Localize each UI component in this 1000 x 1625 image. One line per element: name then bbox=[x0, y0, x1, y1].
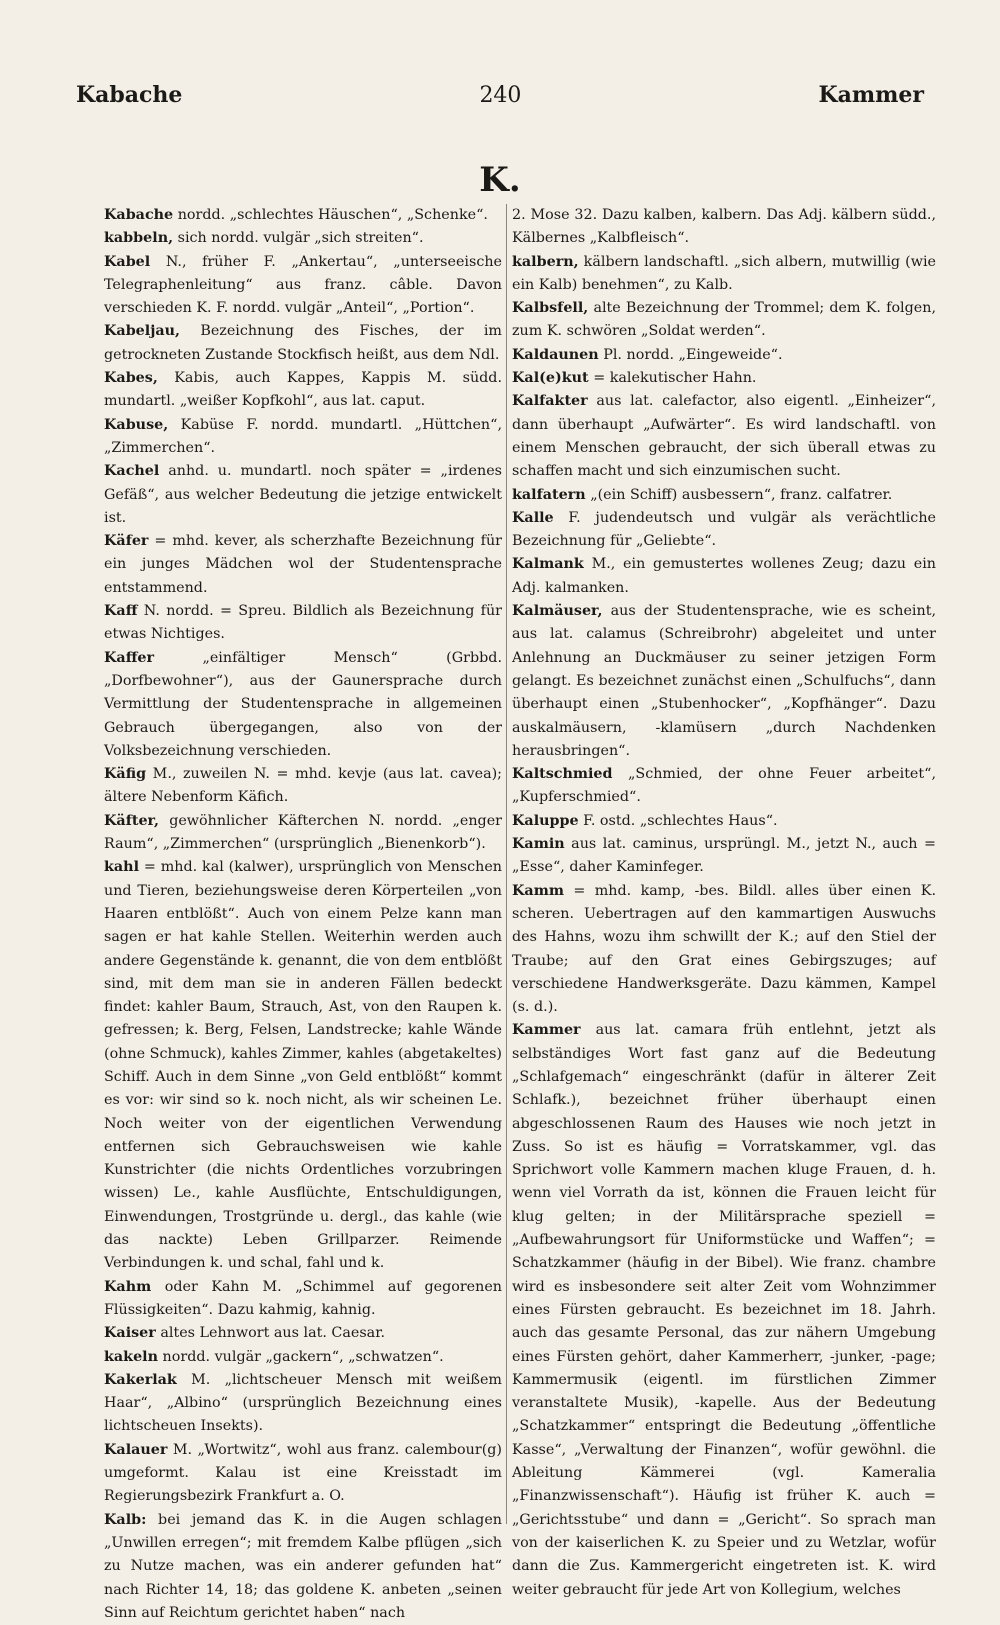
entry-headword: Kaltschmied bbox=[512, 766, 613, 783]
entry-headword: Kalle bbox=[512, 509, 554, 526]
dictionary-entry bbox=[104, 763, 502, 810]
entry-headword: kakeln bbox=[104, 1348, 158, 1365]
entry-definition: N., früher F. „Ankertau“, „unterseeische Telegraphenleitung“ aus franz. câble. Davon verschieden K. F. nordd. vulgär „Anteil“, „Portion“. bbox=[104, 253, 502, 317]
header-left-word: Kabache bbox=[76, 82, 183, 108]
entry-headword: kabbeln, bbox=[104, 230, 174, 247]
dictionary-entry bbox=[512, 810, 936, 833]
entry-headword: kahl bbox=[104, 859, 139, 876]
right-column bbox=[512, 204, 936, 1602]
dictionary-entry bbox=[512, 204, 936, 251]
entry-definition: M., zuweilen N. = mhd. kevje (aus lat. cavea); ältere Nebenform Käfich. bbox=[104, 766, 502, 806]
entry-definition: Bezeichnung des Fisches, der im getrockneten Zustande Stockfisch heißt, aus dem Ndl. bbox=[104, 323, 502, 363]
dictionary-entry bbox=[512, 484, 936, 507]
columns bbox=[0, 204, 1000, 1621]
dictionary-entry bbox=[104, 367, 502, 414]
dictionary-entry bbox=[512, 763, 936, 810]
entry-definition: M., ein gemustertes wollenes Zeug; dazu ein Adj. kalmanken. bbox=[512, 556, 936, 596]
entry-definition: F. judendeutsch und vulgär als verächtliche Bezeichnung für „Geliebte“. bbox=[512, 509, 936, 550]
left-column bbox=[104, 204, 502, 1625]
entry-definition: gewöhnlicher Käfterchen N. nordd. „enger Raum“, „Zimmerchen“ (ursprünglich „Bienenkorb“). bbox=[104, 812, 502, 853]
dictionary-entry bbox=[104, 530, 502, 600]
dictionary-entry bbox=[512, 390, 936, 483]
entry-definition: „einfältiger Mensch“ (Grbbd. „Dorfbewohner“), aus der Gaunersprache durch Vermittlung der Studentensprache in allgemeinen Gebrauch übergegangen, also von der Volksbezeichnung verschieden. bbox=[104, 649, 502, 759]
entry-headword: Kabes, bbox=[104, 370, 158, 387]
dictionary-entry bbox=[104, 414, 502, 461]
dictionary-entry bbox=[104, 251, 502, 321]
dictionary-entry bbox=[104, 1369, 502, 1439]
entry-headword: Kal(e)kut bbox=[512, 370, 589, 387]
entry-definition: aus lat. caminus, ursprüngl. M., jetzt N., auch = „Esse“, daher Kaminfeger. bbox=[512, 836, 936, 876]
entry-definition: oder Kahn M. „Schimmel auf gegorenen Flüssigkeiten“. Dazu kahmig, kahnig. bbox=[104, 1278, 502, 1318]
entry-definition: altes Lehnwort aus lat. Caesar. bbox=[155, 1325, 386, 1342]
dictionary-entry bbox=[104, 1439, 502, 1509]
dictionary-entry bbox=[104, 204, 502, 227]
entry-definition: = mhd. kever, als scherzhafte Bezeichnung für ein junges Mädchen wol der Studentensprache entstammend. bbox=[104, 533, 502, 596]
dictionary-entry bbox=[104, 1322, 502, 1345]
entry-definition: kälbern landschaftl. „sich albern, mutwillig (wie ein Kalb) benehmen“, zu Kalb. bbox=[512, 253, 936, 293]
entry-headword: Kalfakter bbox=[512, 393, 588, 410]
entry-headword: Kaffer bbox=[104, 649, 155, 666]
dictionary-entry bbox=[104, 600, 502, 647]
entry-headword: Kalb: bbox=[104, 1511, 147, 1528]
entry-headword: Kamm bbox=[512, 882, 564, 899]
entry-headword: Kamin bbox=[512, 836, 565, 853]
entry-headword: Kachel bbox=[104, 463, 160, 480]
entry-headword: Käfer bbox=[104, 533, 149, 550]
entry-headword: Kaldaunen bbox=[512, 346, 599, 363]
dictionary-entry bbox=[512, 251, 936, 298]
entry-definition: M. „lichtscheuer Mensch mit weißem Haar“, „Albino“ (ursprünglich Bezeichnung eines lichtscheuen Insekts). bbox=[104, 1371, 502, 1435]
entry-headword: Käfig bbox=[104, 766, 147, 783]
entry-definition: sich nordd. vulgär „sich streiten“. bbox=[173, 230, 424, 247]
dictionary-entry bbox=[512, 507, 936, 554]
dictionary-entry bbox=[104, 1276, 502, 1323]
dictionary-entry bbox=[512, 553, 936, 600]
entry-definition: M. „Wortwitz“, wohl aus franz. calembour(g) umgeformt. Kalau ist eine Kreisstadt im Regierungsbezirk Frankfurt a. O. bbox=[104, 1441, 502, 1505]
entry-definition: alte Bezeichnung der Trommel; dem K. folgen, zum K. schwören „Soldat werden“. bbox=[512, 300, 936, 340]
entry-definition: aus lat. calefactor, also eigentl. „Einheizer“, dann überhaupt „Aufwärter“. Es wird landschaftl. von einem Menschen gebraucht, der sich überall etwas zu schaffen macht und sich einzumischen sucht. bbox=[512, 393, 936, 480]
entry-headword: Kalmäuser, bbox=[512, 603, 603, 620]
entry-headword: Kalauer bbox=[104, 1441, 168, 1458]
entry-headword: Kabeljau, bbox=[104, 323, 181, 340]
entry-headword: kalfatern bbox=[512, 486, 586, 503]
entry-definition: = mhd. kal (kalwer), ursprünglich von Menschen und Tieren, beziehungsweise deren Körperteilen „von Haaren entblößt“. Auch von einem Pelze kann man sagen er hat kahle Stellen. Weiterhin werden auch andere Gegenstände k. genannt, die von dem entblößt sind, mit dem man sie in anderen Fällen bedeckt findet: kahler Baum, Strauch, Ast, von den Raupen k. gefressen; k. Berg, Felsen, Landstrecke; kahle Wände (ohne Schmuck), kahles Zimmer, kahles (abgetakeltes) Schiff. Auch in dem Sinne „von Geld entblößt“ kommt es vor: wir sind so k. noch nicht, als wir scheinen Le. Noch weiter von der eigentlichen Verwendung entfernen sich Gebrauchsweisen wie kahle Kunstrichter (die nichts Ordentliches vorzubringen wissen) Le., kahle Ausflüchte, Entschuldigungen, Einwendungen, Trostgründe u. dergl., das kahle (wie das nackte) Leben Grillparzer. Reimende Verbindungen k. und schal, fahl und k. bbox=[104, 859, 502, 1272]
page-number: 240 bbox=[479, 83, 522, 108]
dictionary-entry bbox=[104, 647, 502, 763]
dictionary-entry bbox=[512, 833, 936, 880]
entry-headword: Kabache bbox=[104, 207, 174, 223]
entry-definition: aus der Studentensprache, wie es scheint, aus lat. calamus (Schreibrohr) abgeleitet und unter Anlehnung an Duckmäuser zu seiner jetzigen Form gelangt. Es bezeichnet zunächst einen „Schulfuchs“, dann überhaupt einen „Stubenhocker“, „Kopfhänger“. Dazu auskalmäusern, -klamüsern „durch Nachdenken herausbringen“. bbox=[512, 603, 936, 759]
entry-definition: F. ostd. „schlechtes Haus“. bbox=[578, 812, 778, 829]
entry-definition: Pl. nordd. „Eingeweide“. bbox=[598, 346, 783, 363]
dictionary-entry bbox=[104, 460, 502, 530]
dictionary-entry bbox=[512, 880, 936, 1020]
entry-definition: bei jemand das K. in die Augen schlagen „Unwillen erregen“; mit fremdem Kalbe pflügen „sich zu Nutze machen, was ein anderer gefunden hat“ nach Richter 14, 18; das goldene K. anbeten „seinen Sinn auf Reichtum gerichtet haben“ nach bbox=[104, 1511, 502, 1621]
entry-definition: = mhd. kamp, -bes. Bildl. alles über einen K. scheren. Uebertragen auf den kammartigen Auswuchs des Hahns, wozu ihm schwillt der K.; auf den Stiel der Traube; auf den Grat eines Gebirgszuges; auf verschiedene Handwerksgeräte. Dazu kämmen, Kampel (s. d.). bbox=[512, 882, 936, 1016]
dictionary-entry bbox=[104, 810, 502, 857]
entry-definition: Kabis, auch Kappes, Kappis M. südd. mundartl. „weißer Kopfkohl“, aus lat. caput. bbox=[104, 370, 502, 410]
dictionary-entry bbox=[104, 856, 502, 1275]
dictionary-entry bbox=[104, 227, 502, 250]
dictionary-entry bbox=[512, 344, 936, 367]
entry-headword: Kabel bbox=[104, 253, 151, 270]
entry-headword: Kaff bbox=[104, 603, 138, 620]
section-letter: K. bbox=[479, 160, 521, 200]
entry-headword: Kaluppe bbox=[512, 812, 579, 829]
entry-headword: Kahm bbox=[104, 1278, 152, 1295]
entry-definition: aus lat. camara früh entlehnt, jetzt als selbständiges Wort fast ganz auf die Bedeutung „Schlafgemach“ eingeschränkt (dafür in älterer Zeit Schlafk.), bezeichnet früher überhaupt einen abgeschlossenen Raum des Hauses wie noch jetzt in Zuss. So ist es häufig = Vorratskammer, vgl. das Sprichwort volle Kammern machen kluge Frauen, d. h. wenn viel Vorrath da ist, können die Frauen leicht für klug gelten; in der Militärsprache speziell = „Aufbewahrungsort für Uniformstücke und Waffen“; = Schatzkammer (häufig in der Bibel). Wie franz. chambre wird es insbesondere seit alter Zeit vom Wohnzimmer eines Fürsten gebraucht. Es bezeichnet im 18. Jahrh. auch das gesamte Personal, das zur nähern Umgebung eines Fürsten gehört, daher Kammerherr, -junker, -page; Kammermusik (eigentl. im fürstlichen Zimmer veranstaltete Musik), -kapelle. Aus der Bedeutung „Schatzkammer“ entspringt die Bedeutung „öffentliche Kasse“, „Verwaltung der Finanzen“, wofür gewöhnl. die Ableitung Kämmerei (vgl. Kameralia „Finanzwissenschaft“). Häufig ist früher K. auch = „Gerichtsstube“ und dann = „Gericht“. So sprach man von der kaiserlichen K. zu Speier und zu Wetzlar, wofür dann die Zus. Kammergericht eingetreten ist. K. wird weiter gebraucht für jede Art von Kollegium, welches bbox=[512, 1022, 936, 1598]
entry-definition: nordd. „schlechtes Häuschen“, „Schenke“. bbox=[173, 207, 488, 223]
entry-definition: nordd. vulgär „gackern“, „schwatzen“. bbox=[158, 1348, 444, 1365]
dictionary-entry bbox=[104, 1509, 502, 1625]
dictionary-entry bbox=[512, 367, 936, 390]
entry-definition: Kabüse F. nordd. mundartl. „Hüttchen“, „Zimmerchen“. bbox=[104, 416, 502, 456]
entry-headword: Kakerlak bbox=[104, 1371, 177, 1388]
entry-definition: „(ein Schiff) ausbessern“, franz. calfatrer. bbox=[585, 486, 893, 503]
entry-definition: N. nordd. = Spreu. Bildlich als Bezeichnung für etwas Nichtiges. bbox=[104, 603, 502, 643]
entry-headword: Kammer bbox=[512, 1022, 581, 1039]
dictionary-entry bbox=[512, 1019, 936, 1601]
dictionary-entry bbox=[512, 297, 936, 344]
dictionary-entry bbox=[104, 1346, 502, 1369]
header-right-word: Kammer bbox=[818, 82, 924, 108]
dictionary-entry bbox=[512, 600, 936, 763]
dictionary-entry bbox=[104, 320, 502, 367]
entry-headword: Kalbsfell, bbox=[512, 300, 589, 317]
running-header bbox=[76, 82, 924, 118]
entry-definition: „Schmied, der ohne Feuer arbeitet“, „Kupferschmied“. bbox=[512, 766, 936, 806]
entry-headword: Kabuse, bbox=[104, 416, 169, 433]
entry-definition: 2. Mose 32. Dazu kalben, kalbern. Das Adj. kälbern südd., Kälbernes „Kalbfleisch“. bbox=[512, 207, 936, 247]
entry-headword: kalbern, bbox=[512, 253, 579, 270]
entry-definition: = kalekutischer Hahn. bbox=[588, 370, 757, 387]
entry-headword: Kaiser bbox=[104, 1325, 156, 1342]
entry-headword: Käfter, bbox=[104, 812, 160, 829]
entry-definition: anhd. u. mundartl. noch später = „irdenes Gefäß“, aus welcher Bedeutung die jetzige entwickelt ist. bbox=[104, 463, 502, 526]
entry-headword: Kalmank bbox=[512, 556, 584, 573]
